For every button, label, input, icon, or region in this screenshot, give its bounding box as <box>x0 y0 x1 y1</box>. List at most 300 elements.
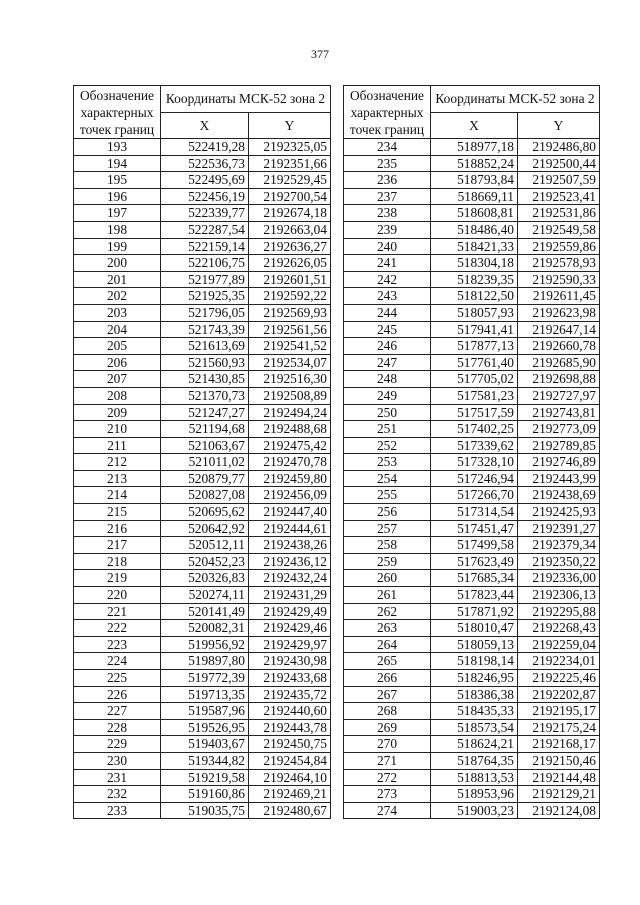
point-id-cell: 237 <box>344 188 431 205</box>
point-id-cell: 254 <box>344 470 431 487</box>
x-coordinate-cell: 518304,18 <box>431 255 518 272</box>
y-coordinate-cell: 2192150,46 <box>518 752 600 769</box>
y-coordinate-cell: 2192438,26 <box>249 537 331 554</box>
header-coordinates: Координаты МСК-52 зона 2 <box>161 86 331 113</box>
y-coordinate-cell: 2192611,45 <box>518 288 600 305</box>
point-id-cell: 224 <box>74 653 161 670</box>
y-coordinate-cell: 2192259,04 <box>518 636 600 653</box>
x-coordinate-cell: 519526,95 <box>161 719 249 736</box>
table-row <box>344 470 600 487</box>
point-id-cell: 273 <box>344 786 431 803</box>
y-coordinate-cell: 2192529,45 <box>249 172 331 189</box>
table-row <box>74 172 331 189</box>
y-coordinate-cell: 2192456,09 <box>249 487 331 504</box>
point-id-cell: 205 <box>74 338 161 355</box>
y-coordinate-cell: 2192626,05 <box>249 255 331 272</box>
point-id-cell: 198 <box>74 221 161 238</box>
y-coordinate-cell: 2192663,04 <box>249 221 331 238</box>
point-id-cell: 233 <box>74 802 161 819</box>
page-number: 377 <box>311 47 329 61</box>
table-row <box>344 304 600 321</box>
x-coordinate-cell: 520695,62 <box>161 504 249 521</box>
x-coordinate-cell: 517451,47 <box>431 520 518 537</box>
point-id-cell: 257 <box>344 520 431 537</box>
x-coordinate-cell: 518246,95 <box>431 670 518 687</box>
table-row <box>74 255 331 272</box>
y-coordinate-cell: 2192508,89 <box>249 387 331 404</box>
point-id-cell: 247 <box>344 354 431 371</box>
y-coordinate-cell: 2192295,88 <box>518 603 600 620</box>
y-coordinate-cell: 2192447,40 <box>249 504 331 521</box>
x-coordinate-cell: 520274,11 <box>161 587 249 604</box>
y-coordinate-cell: 2192592,22 <box>249 288 331 305</box>
table-row <box>344 487 600 504</box>
point-id-cell: 211 <box>74 437 161 454</box>
y-coordinate-cell: 2192523,41 <box>518 188 600 205</box>
x-coordinate-cell: 518608,81 <box>431 205 518 222</box>
table-row <box>74 620 331 637</box>
table-row <box>74 205 331 222</box>
point-id-cell: 263 <box>344 620 431 637</box>
table-row <box>344 188 600 205</box>
table-row <box>74 487 331 504</box>
y-coordinate-cell: 2192175,24 <box>518 719 600 736</box>
point-id-cell: 227 <box>74 703 161 720</box>
header-point-label: Обозначение характерных точек границ <box>74 86 161 139</box>
y-coordinate-cell: 2192685,90 <box>518 354 600 371</box>
y-coordinate-cell: 2192601,51 <box>249 271 331 288</box>
point-id-cell: 244 <box>344 304 431 321</box>
table-row <box>344 504 600 521</box>
table-row <box>74 537 331 554</box>
y-coordinate-cell: 2192144,48 <box>518 769 600 786</box>
table-row <box>74 553 331 570</box>
x-coordinate-cell: 517246,94 <box>431 470 518 487</box>
x-coordinate-cell: 518793,84 <box>431 172 518 189</box>
y-coordinate-cell: 2192444,61 <box>249 520 331 537</box>
y-coordinate-cell: 2192432,24 <box>249 570 331 587</box>
table-row <box>74 288 331 305</box>
y-coordinate-cell: 2192516,30 <box>249 371 331 388</box>
y-coordinate-cell: 2192469,21 <box>249 786 331 803</box>
table-row <box>74 338 331 355</box>
table-row <box>74 603 331 620</box>
table-row <box>74 636 331 653</box>
x-coordinate-cell: 521560,93 <box>161 354 249 371</box>
point-id-cell: 220 <box>74 587 161 604</box>
y-coordinate-cell: 2192435,72 <box>249 686 331 703</box>
table-row <box>74 736 331 753</box>
table-row <box>344 454 600 471</box>
table-row <box>344 570 600 587</box>
table-row <box>344 255 600 272</box>
x-coordinate-cell: 519219,58 <box>161 769 249 786</box>
table-row <box>344 321 600 338</box>
point-id-cell: 222 <box>74 620 161 637</box>
y-coordinate-cell: 2192202,87 <box>518 686 600 703</box>
table-row <box>344 172 600 189</box>
y-coordinate-cell: 2192124,08 <box>518 802 600 819</box>
x-coordinate-cell: 521370,73 <box>161 387 249 404</box>
x-coordinate-cell: 521613,69 <box>161 338 249 355</box>
table-row <box>344 719 600 736</box>
point-id-cell: 208 <box>74 387 161 404</box>
x-coordinate-cell: 519403,67 <box>161 736 249 753</box>
x-coordinate-cell: 517941,41 <box>431 321 518 338</box>
table-row <box>74 155 331 172</box>
point-id-cell: 226 <box>74 686 161 703</box>
table-row <box>74 371 331 388</box>
header-y: Y <box>249 113 331 139</box>
x-coordinate-cell: 520879,77 <box>161 470 249 487</box>
x-coordinate-cell: 518435,33 <box>431 703 518 720</box>
point-id-cell: 196 <box>74 188 161 205</box>
point-id-cell: 193 <box>74 139 161 156</box>
x-coordinate-cell: 520082,31 <box>161 620 249 637</box>
x-coordinate-cell: 517823,44 <box>431 587 518 604</box>
x-coordinate-cell: 520642,92 <box>161 520 249 537</box>
x-coordinate-cell: 522159,14 <box>161 238 249 255</box>
point-id-cell: 236 <box>344 172 431 189</box>
table-row <box>74 271 331 288</box>
table-row <box>344 786 600 803</box>
table-row <box>74 653 331 670</box>
point-id-cell: 256 <box>344 504 431 521</box>
y-coordinate-cell: 2192129,21 <box>518 786 600 803</box>
y-coordinate-cell: 2192425,93 <box>518 504 600 521</box>
y-coordinate-cell: 2192541,52 <box>249 338 331 355</box>
table-row <box>74 139 331 156</box>
x-coordinate-cell: 521247,27 <box>161 404 249 421</box>
x-coordinate-cell: 520452,23 <box>161 553 249 570</box>
table-row <box>344 620 600 637</box>
x-coordinate-cell: 519003,23 <box>431 802 518 819</box>
table-row <box>74 703 331 720</box>
point-id-cell: 271 <box>344 752 431 769</box>
header-point-label: Обозначение характерных точек границ <box>344 86 431 139</box>
x-coordinate-cell: 518977,18 <box>431 139 518 156</box>
x-coordinate-cell: 522419,28 <box>161 139 249 156</box>
x-coordinate-cell: 517623,49 <box>431 553 518 570</box>
table-row <box>344 139 600 156</box>
x-coordinate-cell: 520827,08 <box>161 487 249 504</box>
point-id-cell: 221 <box>74 603 161 620</box>
point-id-cell: 200 <box>74 255 161 272</box>
x-coordinate-cell: 519897,80 <box>161 653 249 670</box>
point-id-cell: 199 <box>74 238 161 255</box>
point-id-cell: 268 <box>344 703 431 720</box>
point-id-cell: 249 <box>344 387 431 404</box>
x-coordinate-cell: 518010,47 <box>431 620 518 637</box>
x-coordinate-cell: 522456,19 <box>161 188 249 205</box>
x-coordinate-cell: 521796,05 <box>161 304 249 321</box>
x-coordinate-cell: 518059,13 <box>431 636 518 653</box>
x-coordinate-cell: 521194,68 <box>161 421 249 438</box>
y-coordinate-cell: 2192225,46 <box>518 670 600 687</box>
table-row <box>344 271 600 288</box>
table-row <box>344 221 600 238</box>
header-x: X <box>161 113 249 139</box>
y-coordinate-cell: 2192636,27 <box>249 238 331 255</box>
table-row <box>344 603 600 620</box>
x-coordinate-cell: 519772,39 <box>161 670 249 687</box>
point-id-cell: 262 <box>344 603 431 620</box>
y-coordinate-cell: 2192674,18 <box>249 205 331 222</box>
point-id-cell: 217 <box>74 537 161 554</box>
y-coordinate-cell: 2192746,89 <box>518 454 600 471</box>
table-row <box>74 221 331 238</box>
point-id-cell: 218 <box>74 553 161 570</box>
table-row <box>344 387 600 404</box>
x-coordinate-cell: 517328,10 <box>431 454 518 471</box>
point-id-cell: 223 <box>74 636 161 653</box>
y-coordinate-cell: 2192623,98 <box>518 304 600 321</box>
y-coordinate-cell: 2192306,13 <box>518 587 600 604</box>
y-coordinate-cell: 2192234,01 <box>518 653 600 670</box>
x-coordinate-cell: 517499,58 <box>431 537 518 554</box>
point-id-cell: 253 <box>344 454 431 471</box>
y-coordinate-cell: 2192443,99 <box>518 470 600 487</box>
y-coordinate-cell: 2192436,12 <box>249 553 331 570</box>
x-coordinate-cell: 517339,62 <box>431 437 518 454</box>
y-coordinate-cell: 2192531,86 <box>518 205 600 222</box>
y-coordinate-cell: 2192700,54 <box>249 188 331 205</box>
x-coordinate-cell: 518669,11 <box>431 188 518 205</box>
x-coordinate-cell: 518852,24 <box>431 155 518 172</box>
point-id-cell: 248 <box>344 371 431 388</box>
y-coordinate-cell: 2192440,60 <box>249 703 331 720</box>
y-coordinate-cell: 2192350,22 <box>518 553 600 570</box>
point-id-cell: 255 <box>344 487 431 504</box>
y-coordinate-cell: 2192486,80 <box>518 139 600 156</box>
y-coordinate-cell: 2192500,44 <box>518 155 600 172</box>
table-row <box>344 670 600 687</box>
y-coordinate-cell: 2192590,33 <box>518 271 600 288</box>
x-coordinate-cell: 517402,25 <box>431 421 518 438</box>
x-coordinate-cell: 519713,35 <box>161 686 249 703</box>
y-coordinate-cell: 2192195,17 <box>518 703 600 720</box>
point-id-cell: 270 <box>344 736 431 753</box>
x-coordinate-cell: 522536,73 <box>161 155 249 172</box>
point-id-cell: 234 <box>344 139 431 156</box>
y-coordinate-cell: 2192431,29 <box>249 587 331 604</box>
x-coordinate-cell: 517581,23 <box>431 387 518 404</box>
point-id-cell: 203 <box>74 304 161 321</box>
table-row <box>344 636 600 653</box>
x-coordinate-cell: 518386,38 <box>431 686 518 703</box>
point-id-cell: 232 <box>74 786 161 803</box>
point-id-cell: 259 <box>344 553 431 570</box>
table-row <box>344 537 600 554</box>
point-id-cell: 216 <box>74 520 161 537</box>
point-id-cell: 265 <box>344 653 431 670</box>
table-row <box>74 404 331 421</box>
x-coordinate-cell: 517705,02 <box>431 371 518 388</box>
y-coordinate-cell: 2192475,42 <box>249 437 331 454</box>
x-coordinate-cell: 518057,93 <box>431 304 518 321</box>
y-coordinate-cell: 2192268,43 <box>518 620 600 637</box>
x-coordinate-cell: 520141,49 <box>161 603 249 620</box>
y-coordinate-cell: 2192773,09 <box>518 421 600 438</box>
point-id-cell: 243 <box>344 288 431 305</box>
point-id-cell: 260 <box>344 570 431 587</box>
x-coordinate-cell: 522106,75 <box>161 255 249 272</box>
table-row <box>74 802 331 819</box>
y-coordinate-cell: 2192789,85 <box>518 437 600 454</box>
point-id-cell: 206 <box>74 354 161 371</box>
x-coordinate-cell: 518486,40 <box>431 221 518 238</box>
x-coordinate-cell: 517685,34 <box>431 570 518 587</box>
y-coordinate-cell: 2192454,84 <box>249 752 331 769</box>
table-row <box>74 437 331 454</box>
coordinates-table-left <box>73 85 331 819</box>
point-id-cell: 231 <box>74 769 161 786</box>
y-coordinate-cell: 2192325,05 <box>249 139 331 156</box>
table-row <box>344 587 600 604</box>
y-coordinate-cell: 2192429,49 <box>249 603 331 620</box>
point-id-cell: 267 <box>344 686 431 703</box>
table-row <box>74 321 331 338</box>
point-id-cell: 252 <box>344 437 431 454</box>
x-coordinate-cell: 517871,92 <box>431 603 518 620</box>
x-coordinate-cell: 518198,14 <box>431 653 518 670</box>
point-id-cell: 264 <box>344 636 431 653</box>
y-coordinate-cell: 2192464,10 <box>249 769 331 786</box>
y-coordinate-cell: 2192433,68 <box>249 670 331 687</box>
table-row <box>74 304 331 321</box>
x-coordinate-cell: 518764,35 <box>431 752 518 769</box>
x-coordinate-cell: 522495,69 <box>161 172 249 189</box>
table-row <box>344 354 600 371</box>
table-row <box>344 338 600 355</box>
point-id-cell: 202 <box>74 288 161 305</box>
point-id-cell: 240 <box>344 238 431 255</box>
x-coordinate-cell: 519160,86 <box>161 786 249 803</box>
y-coordinate-cell: 2192430,98 <box>249 653 331 670</box>
y-coordinate-cell: 2192450,75 <box>249 736 331 753</box>
table-row <box>344 769 600 786</box>
y-coordinate-cell: 2192391,27 <box>518 520 600 537</box>
table-row <box>344 686 600 703</box>
x-coordinate-cell: 518813,53 <box>431 769 518 786</box>
x-coordinate-cell: 518953,96 <box>431 786 518 803</box>
point-id-cell: 241 <box>344 255 431 272</box>
x-coordinate-cell: 517761,40 <box>431 354 518 371</box>
point-id-cell: 266 <box>344 670 431 687</box>
point-id-cell: 238 <box>344 205 431 222</box>
y-coordinate-cell: 2192561,56 <box>249 321 331 338</box>
point-id-cell: 219 <box>74 570 161 587</box>
table-row <box>74 587 331 604</box>
y-coordinate-cell: 2192168,17 <box>518 736 600 753</box>
table-row <box>74 188 331 205</box>
point-id-cell: 251 <box>344 421 431 438</box>
y-coordinate-cell: 2192507,59 <box>518 172 600 189</box>
x-coordinate-cell: 522287,54 <box>161 221 249 238</box>
x-coordinate-cell: 517877,13 <box>431 338 518 355</box>
point-id-cell: 261 <box>344 587 431 604</box>
table-row <box>344 421 600 438</box>
y-coordinate-cell: 2192549,58 <box>518 221 600 238</box>
x-coordinate-cell: 517517,59 <box>431 404 518 421</box>
point-id-cell: 194 <box>74 155 161 172</box>
table-row <box>74 454 331 471</box>
table-row <box>74 670 331 687</box>
table-row <box>74 238 331 255</box>
x-coordinate-cell: 519035,75 <box>161 802 249 819</box>
point-id-cell: 274 <box>344 802 431 819</box>
point-id-cell: 210 <box>74 421 161 438</box>
y-coordinate-cell: 2192534,07 <box>249 354 331 371</box>
y-coordinate-cell: 2192727,97 <box>518 387 600 404</box>
x-coordinate-cell: 518122,50 <box>431 288 518 305</box>
table-row <box>74 421 331 438</box>
point-id-cell: 228 <box>74 719 161 736</box>
point-id-cell: 195 <box>74 172 161 189</box>
x-coordinate-cell: 521743,39 <box>161 321 249 338</box>
y-coordinate-cell: 2192559,86 <box>518 238 600 255</box>
x-coordinate-cell: 517266,70 <box>431 487 518 504</box>
point-id-cell: 197 <box>74 205 161 222</box>
y-coordinate-cell: 2192494,24 <box>249 404 331 421</box>
table-row <box>74 686 331 703</box>
y-coordinate-cell: 2192743,81 <box>518 404 600 421</box>
table-row <box>344 238 600 255</box>
point-id-cell: 212 <box>74 454 161 471</box>
y-coordinate-cell: 2192336,00 <box>518 570 600 587</box>
x-coordinate-cell: 521925,35 <box>161 288 249 305</box>
table-row <box>344 155 600 172</box>
point-id-cell: 272 <box>344 769 431 786</box>
x-coordinate-cell: 519587,96 <box>161 703 249 720</box>
x-coordinate-cell: 521977,89 <box>161 271 249 288</box>
point-id-cell: 214 <box>74 487 161 504</box>
point-id-cell: 213 <box>74 470 161 487</box>
point-id-cell: 250 <box>344 404 431 421</box>
point-id-cell: 209 <box>74 404 161 421</box>
y-coordinate-cell: 2192438,69 <box>518 487 600 504</box>
y-coordinate-cell: 2192443,78 <box>249 719 331 736</box>
point-id-cell: 229 <box>74 736 161 753</box>
x-coordinate-cell: 519344,82 <box>161 752 249 769</box>
table-row <box>344 736 600 753</box>
point-id-cell: 242 <box>344 271 431 288</box>
table-row <box>344 371 600 388</box>
point-id-cell: 215 <box>74 504 161 521</box>
point-id-cell: 239 <box>344 221 431 238</box>
table-row <box>344 437 600 454</box>
point-id-cell: 269 <box>344 719 431 736</box>
table-row <box>344 404 600 421</box>
header-coordinates: Координаты МСК-52 зона 2 <box>431 86 600 113</box>
y-coordinate-cell: 2192470,78 <box>249 454 331 471</box>
point-id-cell: 246 <box>344 338 431 355</box>
x-coordinate-cell: 521011,02 <box>161 454 249 471</box>
table-row <box>74 520 331 537</box>
table-row <box>74 769 331 786</box>
x-coordinate-cell: 520326,83 <box>161 570 249 587</box>
x-coordinate-cell: 521430,85 <box>161 371 249 388</box>
y-coordinate-cell: 2192429,97 <box>249 636 331 653</box>
table-row <box>74 387 331 404</box>
point-id-cell: 207 <box>74 371 161 388</box>
x-coordinate-cell: 517314,54 <box>431 504 518 521</box>
x-coordinate-cell: 519956,92 <box>161 636 249 653</box>
y-coordinate-cell: 2192351,66 <box>249 155 331 172</box>
x-coordinate-cell: 521063,67 <box>161 437 249 454</box>
point-id-cell: 204 <box>74 321 161 338</box>
table-row <box>74 570 331 587</box>
